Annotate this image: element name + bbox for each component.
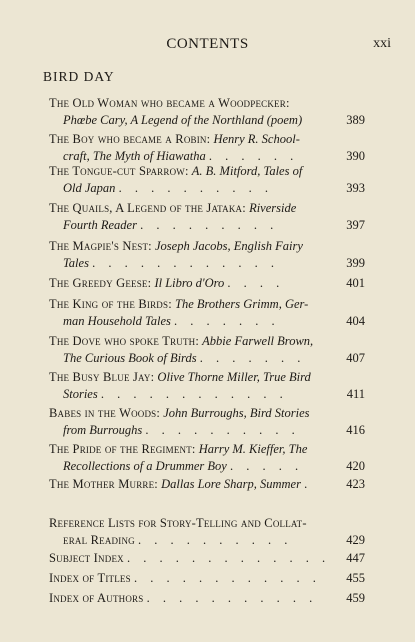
entry-source: Old Japan [63, 181, 116, 195]
entry-source: Riverside [249, 201, 297, 215]
entry-source: The Brothers Grimm, Ger- [175, 297, 309, 311]
toc-entry [49, 163, 363, 197]
entry-source: A. B. Mitford, Tales of [191, 164, 303, 178]
toc-entry [49, 95, 363, 129]
toc-entry-line [49, 163, 363, 180]
entry-source: The Curious Book of Birds [63, 351, 197, 365]
page-number: xxi [373, 36, 391, 51]
entry-page: 420 [346, 459, 365, 473]
toc-entry [49, 515, 363, 549]
leader-dots: . . . . . . . . . . . . [100, 387, 288, 401]
toc-entry-line [49, 550, 363, 567]
entry-title: The Old Woman who became a Woodpecker: [49, 96, 290, 110]
entry-title: Reference Lists for Story-Telling and Collat- [49, 516, 307, 530]
entry-page: 393 [346, 181, 365, 195]
entry-title: The King of the Birds: [49, 297, 172, 311]
entry-title: The Magpie's Nest: [49, 239, 152, 253]
entry-page: 455 [346, 571, 365, 585]
entry-title: Babes in the Woods: [49, 406, 161, 420]
leader-dots: . . . . . . . . . . . [146, 591, 318, 605]
toc-entry-line [49, 255, 363, 272]
toc-entry-line [49, 313, 363, 330]
leader-dots: . . . . . . . . . . [137, 533, 293, 547]
entry-source: Abbie Farwell Brown, [202, 334, 314, 348]
entry-page: 416 [346, 423, 365, 437]
entry-title: The Busy Blue Jay: [49, 370, 155, 384]
toc-entry-line [49, 333, 363, 350]
entry-source: Henry R. School- [213, 132, 300, 146]
entry-page: 399 [346, 256, 365, 270]
entry-title: eral Reading [63, 533, 135, 547]
toc-entry-line [49, 386, 363, 403]
page-title: CONTENTS [166, 36, 249, 52]
entry-source: Joseph Jacobs, English Fairy [154, 239, 303, 253]
entry-title: The Mother Murre: [49, 477, 158, 491]
entry-title: The Greedy Geese: [49, 276, 152, 290]
entry-page: 407 [346, 351, 365, 365]
toc-entry-line [49, 515, 363, 532]
entry-source: Recollections of a Drummer Boy [63, 459, 227, 473]
entry-page: 390 [346, 149, 365, 163]
toc-entry-line [49, 131, 363, 148]
entry-page: 459 [346, 591, 365, 605]
toc-entry-line [49, 350, 363, 367]
leader-dots: . . . . . . . . . . . . [133, 571, 321, 585]
leader-dots: . . . . . . . [174, 314, 280, 328]
toc-entry-line [49, 532, 363, 549]
entry-page: 401 [346, 276, 365, 290]
entry-title: Subject Index [49, 551, 124, 565]
leader-dots: . . . . . [229, 459, 304, 473]
entry-title: The Pride of the Regiment: [49, 442, 196, 456]
toc-entry-line [49, 422, 363, 439]
toc-entry-line [49, 296, 363, 313]
toc-entry-line [49, 95, 363, 112]
entry-source: Phœbe Cary, A Legend of the Northland (poem) [63, 113, 303, 127]
toc-entry [49, 590, 363, 607]
leader-dots: . . . . [227, 276, 285, 290]
entry-page: 411 [346, 387, 365, 401]
leader-dots: . . . . . . [208, 149, 299, 163]
page-header [0, 36, 415, 58]
entry-page: 447 [346, 551, 365, 565]
entry-page: 404 [346, 314, 365, 328]
leader-dots: . [304, 477, 313, 491]
entry-source: Olive Thorne Miller, True Bird [157, 370, 311, 384]
entry-title: The Boy who became a Robin: [49, 132, 211, 146]
toc-entry [49, 275, 363, 292]
toc-entry [49, 476, 363, 493]
entry-source: Il Libro d'Oro [154, 276, 225, 290]
entry-title: The Dove who spoke Truth: [49, 334, 200, 348]
toc-entry [49, 200, 363, 234]
entry-source: John Burroughs, Bird Stories [163, 406, 310, 420]
toc-entry-line [49, 476, 363, 493]
toc-entry [49, 570, 363, 587]
toc-entry [49, 296, 363, 330]
toc-entry-line [49, 217, 363, 234]
entry-source: Harry M. Kieffer, The [198, 442, 308, 456]
toc-entry [49, 369, 363, 403]
leader-dots: . . . . . . . . . . . . [92, 256, 279, 270]
toc-entry [49, 238, 363, 272]
entry-source: Dallas Lore Sharp, Summer [161, 477, 301, 491]
leader-dots: . . . . . . . . . . [145, 423, 300, 437]
toc-entry-line [49, 405, 363, 422]
entry-page: 429 [346, 533, 365, 547]
toc-entry-line [49, 180, 363, 197]
section-title: BIRD DAY [43, 69, 115, 84]
leader-dots: . . . . . . . [199, 351, 306, 365]
toc-entry-line [49, 200, 363, 217]
toc-entry [49, 131, 363, 165]
toc-entry-line [49, 112, 363, 129]
entry-title: Index of Titles [49, 571, 131, 585]
toc-entry [49, 405, 363, 439]
toc-entry-line [49, 275, 363, 292]
leader-dots: . . . . . . . . . [140, 218, 279, 232]
toc-entry [49, 333, 363, 367]
entry-title: Index of Authors [49, 591, 144, 605]
toc-entry-line [49, 570, 363, 587]
toc-entry [49, 550, 363, 567]
toc-entry-line [49, 369, 363, 386]
entry-source: Stories [63, 387, 98, 401]
toc-entry-line [49, 441, 363, 458]
entry-page: 397 [346, 218, 365, 232]
entry-source: craft, The Myth of Hiawatha [63, 149, 206, 163]
entry-source: from Burroughs [63, 423, 143, 437]
entry-page: 423 [346, 477, 365, 491]
entry-source: man Household Tales [63, 314, 171, 328]
entry-source: Tales [63, 256, 89, 270]
leader-dots: . . . . . . . . . . [118, 181, 273, 195]
toc-entry-line [49, 238, 363, 255]
leader-dots: . . . . . . . . . . . . . [126, 551, 331, 565]
toc-entry-line [49, 458, 363, 475]
entry-title: The Quails, A Legend of the Jataka: [49, 201, 246, 215]
entry-title: The Tongue-cut Sparrow: [49, 164, 189, 178]
entry-source: Fourth Reader [63, 218, 137, 232]
toc-entry-line [49, 590, 363, 607]
toc-entry [49, 441, 363, 475]
entry-page: 389 [346, 113, 365, 127]
